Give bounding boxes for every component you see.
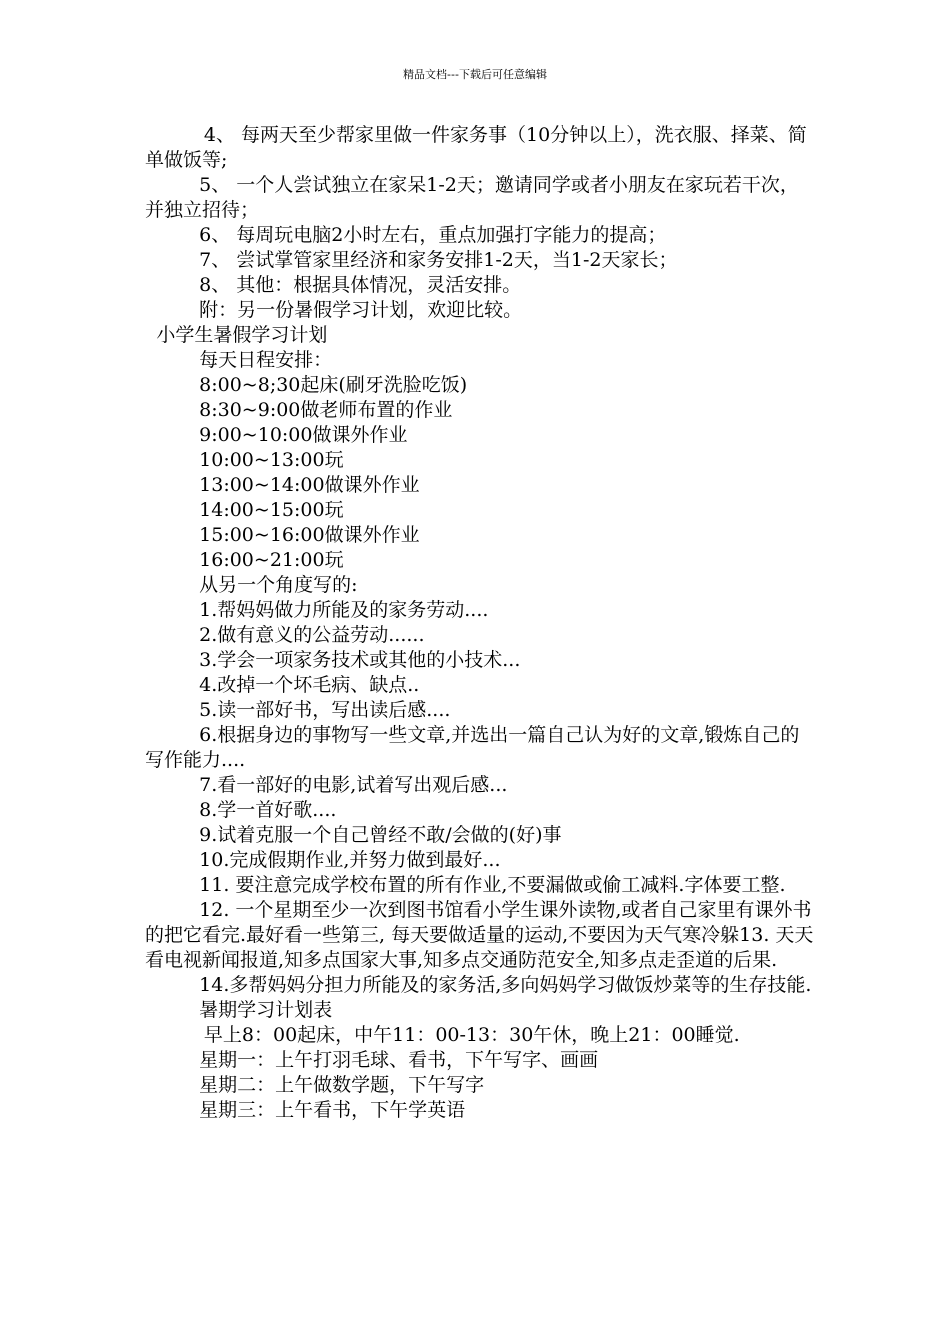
paragraph: 7、 尝试掌管家里经济和家务安排1-2天，当1-2天家长； [199,249,678,271]
page-header: 精品文档---下载后可任意编辑 [403,68,547,81]
paragraph: 早上8：00起床，中午11：00-13：30午休，晚上21：00睡觉. [203,1024,740,1046]
paragraph: 8:30~9:00做老师布置的作业 [199,399,453,421]
paragraph: 9.试着克服一个自己曾经不敢/会做的(好)事 [199,824,562,846]
paragraph: 10:00~13:00玩 [199,449,344,471]
paragraph: 6.根据身边的事物写一些文章,并选出一篇自己认为好的文章,锻炼自己的写作能力.... [145,724,800,771]
paragraph: 11. 要注意完成学校布置的所有作业,不要漏做或偷工减料.字体要工整. [199,874,786,896]
paragraph: 星期一：上午打羽毛球、看书，下午写字、画画 [199,1049,599,1071]
paragraph: 小学生暑假学习计划 [156,324,328,346]
paragraph: 5.读一部好书，写出读后感.... [199,699,451,721]
paragraph: 13:00~14:00做课外作业 [199,474,420,496]
paragraph: 3.学会一项家务技术或其他的小技术... [199,649,521,671]
paragraph: 14.多帮妈妈分担力所能及的家务活,多向妈妈学习做饭炒菜等的生存技能. [199,974,812,996]
paragraph: 4.改掉一个坏毛病、缺点.. [199,674,420,696]
paragraph: 星期二：上午做数学题，下午写字 [199,1074,485,1096]
paragraph: 附：另一份暑假学习计划，欢迎比较。 [199,299,523,321]
paragraph: 12. 一个星期至少一次到图书馆看小学生课外读物,或者自己家里有课外书的把它看完.最好看一些第三, 每天要做适量的运动,不要因为天气寒冷躲13. 天天看电视新闻报道,知多点国家大事,知多点交通防范安全,知多点走歪道的后果. [145,899,814,971]
paragraph: 5、 一个人尝试独立在家呆1-2天；邀请同学或者小朋友在家玩若干次，并独立招待； [145,174,799,221]
document-body [145,123,815,1123]
paragraph: 每天日程安排： [199,349,333,371]
paragraph: 星期三：上午看书，下午学英语 [199,1099,466,1121]
paragraph: 9:00~10:00做课外作业 [199,424,408,446]
paragraph: 14:00~15:00玩 [199,499,344,521]
paragraph: 4、 每两天至少帮家里做一件家务事（10分钟以上），洗衣服、择菜、简单做饭等; [145,124,807,171]
paragraph: 1.帮妈妈做力所能及的家务劳动.... [199,599,489,621]
paragraph: 16:00~21:00玩 [199,549,344,571]
paragraph: 7.看一部好的电影,试着写出观后感... [199,774,508,796]
paragraph: 15:00~16:00做课外作业 [199,524,420,546]
paragraph: 暑期学习计划表 [199,999,333,1021]
paragraph: 6、 每周玩电脑2小时左右，重点加强打字能力的提高； [199,224,667,246]
paragraph: 8、 其他：根据具体情况，灵活安排。 [199,274,522,296]
paragraph: 8:00~8;30起床(刷牙洗脸吃饭) [199,374,468,396]
paragraph: 10.完成假期作业,并努力做到最好... [199,849,501,871]
paragraph: 从另一个角度写的: [199,574,358,596]
paragraph: 2.做有意义的公益劳动...... [199,624,425,646]
paragraph: 8.学一首好歌.... [199,799,337,821]
